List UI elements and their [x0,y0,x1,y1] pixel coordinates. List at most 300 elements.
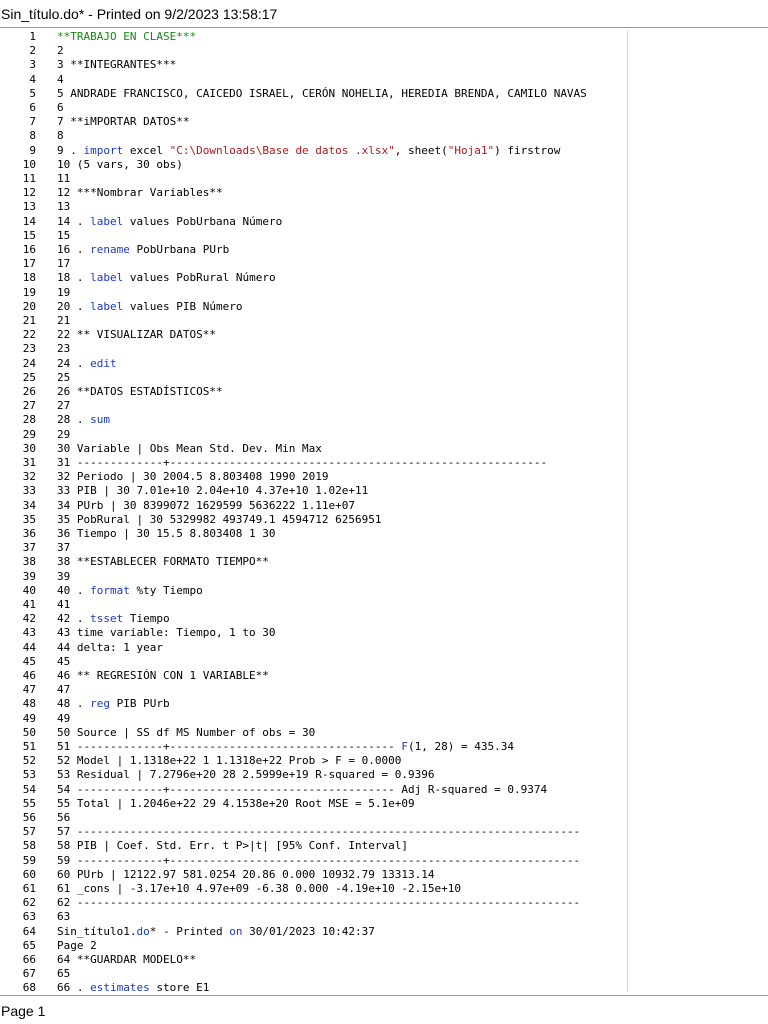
line-text [57,314,70,328]
code-token: 50 Source | SS df MS Number of obs = 30 [57,725,316,739]
line-number: 40 [22,583,36,597]
code-token: **TRABAJO EN CLASE*** [57,30,197,43]
line-text [57,953,196,967]
code-token: 10 (5 vars, 30 obs) [57,157,183,171]
line-text [57,73,64,87]
code-line [0,712,768,726]
line-number: 44 [22,640,36,654]
line-text [57,328,216,342]
code-line [0,200,768,214]
line-text [57,87,587,101]
code-line [0,555,768,569]
code-token: (1, 28) = 435.34 [408,740,514,753]
code-line [0,570,768,584]
code-token: 58 PIB | Coef. Std. Err. t P>|t| [95% Conf. Interval] [57,839,408,853]
code-line [0,641,768,655]
code-token: excel [123,143,170,157]
line-number: 68 [22,981,36,995]
code-token: 62 ---------------------------------------------------------------------------- [57,896,581,910]
code-token: 49 [57,711,71,725]
line-text [57,442,322,456]
code-line [0,697,768,711]
code-token: * - Printed [149,924,230,938]
line-text [57,186,223,200]
code-token: 4 [57,72,64,86]
code-line [0,797,768,811]
code-token: 7 **iMPORTAR DATOS** [57,115,190,129]
code-token: 19 [57,285,71,299]
line-text [57,626,276,640]
line-number: 47 [22,683,36,697]
code-line [0,584,768,598]
code-token: 20 . [57,299,91,313]
code-line [0,953,768,967]
line-number: 50 [22,725,36,739]
line-number: 32 [22,470,36,484]
code-token: 18 . [57,271,91,285]
line-number: 55 [22,796,36,810]
code-token: 45 [57,654,71,668]
code-line [0,300,768,314]
code-token: "Hoja1" [447,143,495,157]
line-number: 30 [22,441,36,455]
line-text [57,939,97,953]
code-line [0,286,768,300]
line-text [57,712,70,726]
code-token: 47 [57,683,71,697]
code-token: 64 **GUARDAR MODELO** [57,953,197,966]
right-margin-line [627,30,628,992]
code-token: 30 Variable | Obs Mean Std. Dev. Min Max [57,441,322,455]
code-line [0,456,768,470]
code-line [0,967,768,981]
line-text [57,570,70,584]
code-token: do [136,924,150,938]
code-token: 3 **INTEGRANTES*** [57,58,177,72]
code-line [0,371,768,385]
code-token: 53 Residual | 7.2796e+20 28 2.5999e+19 R-squared = 0.9396 [57,768,435,782]
code-token: 14 . [57,214,91,228]
code-token: ) firstrow [494,143,561,157]
footer-divider [0,995,768,996]
line-text [57,854,580,868]
line-text [57,740,514,754]
line-text [57,44,64,58]
code-token: values PobRural Número [123,271,276,285]
code-token: 12 ***Nombrar Variables** [57,186,223,200]
code-line [0,669,768,683]
code-token: 51 -------------+---------------------------------- [57,740,402,753]
code-token: 44 delta: 1 year [57,640,163,654]
line-number: 13 [22,200,36,214]
line-number: 65 [22,938,36,952]
code-line [0,768,768,782]
code-line [0,357,768,371]
code-token: Sin_título1. [57,924,137,938]
line-number: 4 [29,72,36,86]
code-token: values PobUrbana Número [123,214,283,228]
line-text [57,229,70,243]
code-token: 46 ** REGRESIÓN CON 1 VARIABLE** [57,669,269,682]
line-number: 15 [22,228,36,242]
line-text [57,172,70,186]
line-number: 57 [22,825,36,839]
line-text [57,101,64,115]
line-number: 27 [22,399,36,413]
line-number: 34 [22,498,36,512]
line-number: 45 [22,654,36,668]
code-token: 25 [57,370,71,384]
line-number: 59 [22,853,36,867]
line-number: 5 [29,86,36,100]
line-text [57,158,183,172]
code-line [0,513,768,527]
code-token: 32 Periodo | 30 2004.5 8.803408 1990 2019 [57,470,329,484]
code-token: 28 . [57,413,91,427]
line-text [57,413,110,427]
code-token: 38 **ESTABLECER FORMATO TIEMPO** [57,555,269,569]
line-number: 35 [22,512,36,526]
code-line [0,101,768,115]
code-token: rename [90,243,130,256]
code-line [0,385,768,399]
line-text [57,797,415,811]
code-line [0,342,768,356]
code-token: 52 Model | 1.1318e+22 1 1.1318e+22 Prob > F = 0.0000 [57,754,402,768]
code-line [0,172,768,186]
line-text [57,612,170,626]
line-number: 62 [22,896,36,910]
line-number: 67 [22,967,36,981]
code-token: 60 PUrb | 12122.97 581.0254 20.86 0.000 10932.79 13313.14 [57,867,435,881]
line-number: 66 [22,953,36,966]
line-text [57,286,70,300]
code-token: 63 [57,910,71,924]
code-line [0,129,768,143]
code-token: 37 [57,541,71,555]
code-token: reg [90,697,110,711]
line-text [57,555,269,569]
line-number: 9 [29,143,36,157]
line-text [57,513,382,527]
code-line [0,87,768,101]
line-number: 25 [22,370,36,384]
code-token: 48 . [57,697,91,711]
line-text [57,456,547,470]
code-token: 41 [57,598,71,611]
line-text [57,129,64,143]
code-token: label [90,271,124,285]
code-line [0,314,768,328]
line-text [57,215,282,229]
line-text [57,825,580,839]
code-line [0,925,768,939]
line-number: 3 [29,58,36,72]
code-token: label [90,299,124,313]
code-token: 36 Tiempo | 30 15.5 8.803408 1 30 [57,527,276,540]
line-number: 53 [22,768,36,782]
code-token: 35 PobRural | 30 5329982 493749.1 4594712 6256951 [57,512,382,526]
code-token: 17 [57,257,71,271]
code-line [0,158,768,172]
code-token: 59 -------------+-------------------------------------------------------------- [57,853,581,867]
line-text [57,868,435,882]
line-text [57,257,70,271]
line-text [57,882,461,896]
line-number: 61 [22,882,36,895]
code-token: 11 [57,172,71,185]
line-text [57,484,368,498]
code-token: 42 . [57,612,91,626]
line-number: 8 [29,129,36,143]
code-token: 5 ANDRADE FRANCISCO, CAICEDO ISRAEL, CERÓN NOHELIA, HEREDIA BRENDA, CAMILO NAVAS [57,86,587,100]
code-token: 31 -------------+--------------------------------------------------------- [57,456,548,469]
code-token: 61 _cons | -3.17e+10 4.97e+09 -6.38 0.000 -4.19e+10 -2.15e+10 [57,882,461,895]
code-line [0,58,768,72]
line-number: 19 [22,285,36,299]
code-line [0,754,768,768]
code-line [0,612,768,626]
page-header: Sin_título.do* - Printed on 9/2/2023 13:58:17 [1,6,278,22]
line-number: 11 [22,172,36,185]
code-token: F [401,740,408,753]
line-text [57,981,209,995]
code-line [0,257,768,271]
line-number: 12 [22,186,36,200]
code-line [0,328,768,342]
line-text [57,910,70,924]
code-line [0,499,768,513]
line-number: 58 [22,839,36,853]
code-token: , sheet( [394,143,448,157]
header-divider [0,27,768,28]
code-token: 26 **DATOS ESTADÍSTICOS** [57,385,223,398]
line-text [57,967,70,981]
code-line [0,229,768,243]
code-token: 27 [57,399,71,413]
line-number: 48 [22,697,36,711]
line-text [57,385,223,399]
line-number: 41 [22,598,36,611]
line-text [57,470,329,484]
line-text [57,271,276,285]
line-text [57,342,70,356]
code-token: 54 -------------+---------------------------------- Adj R-squared = 0.9374 [57,782,548,796]
line-text [57,428,70,442]
code-line [0,484,768,498]
code-line [0,413,768,427]
line-number: 51 [22,740,36,753]
line-number: 43 [22,626,36,640]
line-number: 10 [22,157,36,171]
code-token: PobUrbana PUrb [129,243,230,256]
code-token: 13 [57,200,71,214]
code-token: 23 [57,342,71,356]
code-token: on [229,924,243,938]
code-line [0,186,768,200]
line-text [57,783,547,797]
code-token: 24 . [57,356,91,370]
code-line [0,726,768,740]
line-number: 52 [22,754,36,768]
code-line [0,854,768,868]
line-number: 1 [29,30,36,43]
code-line [0,215,768,229]
code-line [0,896,768,910]
code-token: 8 [57,129,64,143]
line-text [57,371,70,385]
line-text [57,399,70,413]
line-text [57,754,401,768]
code-token: 40 . [57,583,91,597]
line-number: 37 [22,541,36,555]
line-text [57,655,70,669]
line-number: 22 [22,328,36,342]
code-token: 29 [57,427,71,441]
line-text [57,541,70,555]
line-text [57,499,355,513]
line-number: 42 [22,612,36,626]
code-line [0,939,768,953]
code-line [0,740,768,754]
line-text [57,811,70,825]
code-line [0,910,768,924]
line-number: 46 [22,669,36,682]
code-line [0,271,768,285]
code-line [0,626,768,640]
code-token: PIB PUrb [110,697,170,711]
code-token: 6 [57,101,64,114]
code-token: label [90,214,124,228]
line-text [57,683,70,697]
code-token: 21 [57,314,71,327]
code-token: 16 . [57,243,91,256]
code-line [0,399,768,413]
code-listing [0,30,768,995]
line-number: 21 [22,314,36,327]
line-text [57,115,189,129]
code-token: tsset [90,612,124,626]
code-token: 66 . [57,981,91,995]
code-token: Page 2 [57,938,97,952]
line-text [57,144,560,158]
line-text [57,30,196,44]
line-number: 39 [22,569,36,583]
line-text [57,768,435,782]
line-number: 14 [22,214,36,228]
page-footer: Page 1 [1,1003,46,1019]
code-token: sum [90,413,110,427]
code-token: estimates [90,981,150,995]
code-line [0,442,768,456]
line-number: 17 [22,257,36,271]
code-token: 33 PIB | 30 7.01e+10 2.04e+10 4.37e+10 1.02e+11 [57,484,369,498]
code-token: 9 . [57,143,84,157]
code-token: Tiempo [123,612,170,626]
line-number: 23 [22,342,36,356]
code-token: "C:\Downloads\Base de datos .xlsx" [169,143,395,157]
code-token: format [90,583,130,597]
line-text [57,58,176,72]
code-line [0,981,768,995]
line-number: 16 [22,243,36,256]
code-line [0,428,768,442]
code-token: 15 [57,228,71,242]
line-number: 7 [29,115,36,129]
code-line [0,811,768,825]
line-text [57,357,117,371]
line-number: 6 [29,101,36,114]
line-text [57,243,229,257]
code-line [0,683,768,697]
code-line [0,115,768,129]
code-line [0,882,768,896]
code-token: edit [90,356,117,370]
code-token: 43 time variable: Tiempo, 1 to 30 [57,626,276,640]
code-line [0,825,768,839]
line-number: 20 [22,299,36,313]
code-line [0,868,768,882]
code-token: 22 ** VISUALIZAR DATOS** [57,328,216,342]
line-number: 38 [22,555,36,569]
code-line [0,527,768,541]
code-token: 55 Total | 1.2046e+22 29 4.1538e+20 Root MSE = 5.1e+09 [57,796,415,810]
line-number: 29 [22,427,36,441]
code-token: 57 ---------------------------------------------------------------------------- [57,825,581,839]
line-number: 54 [22,782,36,796]
line-text [57,300,242,314]
line-number: 33 [22,484,36,498]
line-text [57,584,203,598]
code-line [0,783,768,797]
line-number: 31 [22,456,36,469]
code-token: 39 [57,569,71,583]
code-line [0,73,768,87]
line-text [57,598,70,612]
line-number: 24 [22,356,36,370]
code-line [0,44,768,58]
line-text [57,669,269,683]
line-text [57,726,315,740]
code-token: 2 [57,44,64,58]
code-line [0,144,768,158]
line-text [57,200,70,214]
line-text [57,925,375,939]
line-number: 49 [22,711,36,725]
line-number: 18 [22,271,36,285]
line-number: 36 [22,527,36,540]
code-token: values PIB Número [123,299,243,313]
line-text [57,839,408,853]
code-line [0,470,768,484]
code-line [0,839,768,853]
code-line [0,598,768,612]
code-token: import [83,143,124,157]
line-number: 2 [29,44,36,58]
code-token: 65 [57,967,71,981]
line-number: 28 [22,413,36,427]
line-number: 63 [22,910,36,924]
code-line [0,655,768,669]
code-line [0,30,768,44]
line-text [57,641,163,655]
code-token: 56 [57,811,71,824]
code-token: 30/01/2023 10:42:37 [242,924,375,938]
line-number: 60 [22,867,36,881]
line-number: 56 [22,811,36,824]
code-token: %ty Tiempo [129,583,203,597]
line-text [57,527,276,541]
